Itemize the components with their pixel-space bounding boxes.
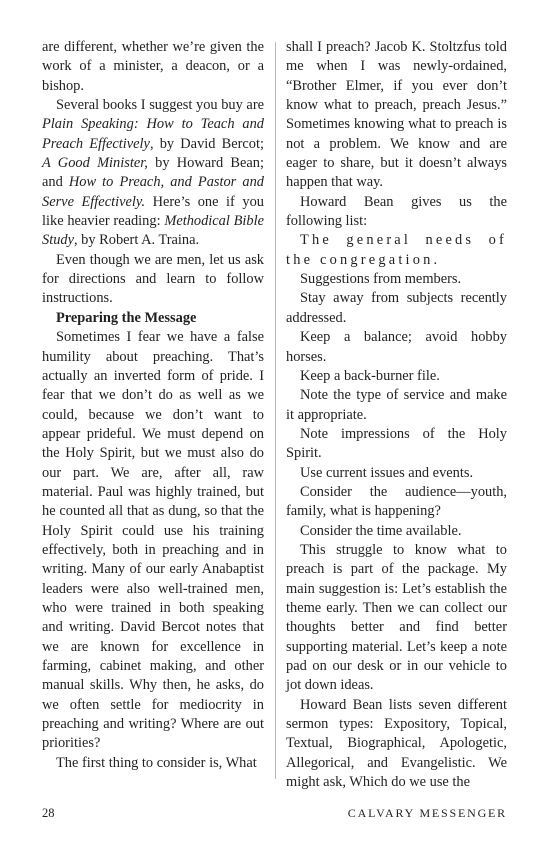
list-item: Keep a balance; avoid hobby horses.	[286, 329, 507, 365]
paragraph: Howard Bean lists seven different sermon types: Expository, Topical, Textual, Biographical, Apologetic, Allegorical, and Evangelistic. We might ask, Which do we use the	[286, 696, 507, 791]
paragraph	[42, 96, 264, 251]
text-run: Here’s one if you like heavier reading:	[42, 193, 264, 230]
column-divider	[275, 42, 276, 779]
text-run: by Howard Bean; and	[42, 155, 264, 191]
paragraph: Sometimes I fear we have a false humility about preaching. That’s actually an inverted form of pride. I fear that we don’t do as well as we could, because we don’t want to appear prideful. We must depend on the Holy Spirit, but we must also do our part. We are, after all, raw material. Paul was highly trained, but he counted all that as dung, so that the Holy Spirit could use his training effectively, both in preaching and in writing. Many of our early Anabaptist leaders were also well-trained men, who were trained in both speaking and writing. David Bercot notes that we are known for excellence in farming, cabinet making, and other manual skills. Why then, he asks, do we often settle for mediocrity in preaching and writing? Where are out priorities?	[42, 329, 264, 752]
list-item: Consider the audience—youth, family, what is happening?	[286, 483, 507, 520]
text-run: Several books I suggest you buy are	[56, 97, 264, 114]
book-title: Plain Speaking: How to Teach and Preach Effectively	[42, 116, 264, 152]
list-item: Use current issues and events.	[300, 464, 474, 481]
paragraph: The first thing to consider is, What	[56, 754, 257, 771]
list-item: The general needs of the congregation.	[286, 232, 507, 268]
continued-paragraph: are different, whether we’re given the work of a minister, a deacon, or a bishop.	[42, 39, 264, 94]
section-heading: Preparing the Message	[56, 309, 197, 326]
page-number: 28	[42, 806, 55, 820]
book-title: A Good Minister,	[42, 155, 148, 172]
paragraph: Even though we are men, let us ask for directions and learn to follow instructions.	[42, 251, 264, 307]
book-title: How to Preach, and Pastor and Serve Effectively.	[42, 174, 264, 210]
right-column	[286, 38, 507, 792]
book-title: Methodical Bible Study	[42, 213, 264, 249]
list-item: Consider the time available.	[300, 522, 462, 539]
publication-title: CALVARY MESSENGER	[347, 806, 507, 820]
paragraph: This struggle to know what to preach is part of the package. My main suggestion is: Let’s establish the theme early. Then we can collect our thoughts better and find better supporting material. Let’s keep a note pad on our desk or in our vehicle to jot down ideas.	[286, 541, 507, 694]
text-run: , by David Bercot;	[149, 135, 265, 152]
list-item: Keep a back-burner file.	[300, 367, 440, 384]
list-item: Stay away from subjects recently addressed.	[286, 290, 507, 326]
continued-paragraph: shall I preach? Jacob K. Stoltzfus told me when I was newly-ordained, “Brother Elmer, if you ever don’t know what to preach, preach Jesus.” Sometimes knowing what to preach is not a problem. We know and are eager to share, but it doesn’t always happen that way.	[286, 39, 507, 191]
paragraph: Howard Bean gives us the following list:	[286, 193, 507, 230]
list-item: Note impressions of the Holy Spirit.	[286, 425, 507, 462]
text-run: , by Robert A. Traina.	[73, 232, 200, 249]
list-item: Note the type of service and make it appropriate.	[286, 387, 507, 423]
list-item: Suggestions from members.	[300, 271, 462, 288]
left-column	[42, 38, 264, 773]
